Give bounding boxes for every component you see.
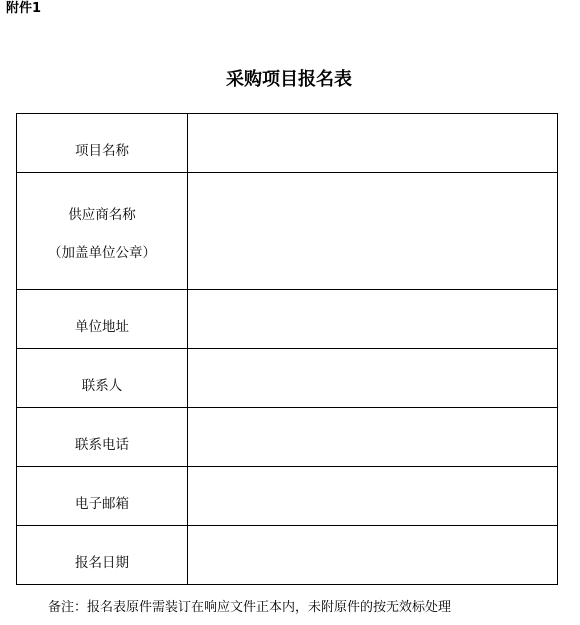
email-label: 电子邮箱 (75, 496, 129, 512)
form-row-contact-person (17, 349, 558, 408)
row-label-cell (17, 173, 188, 290)
row-label-cell (17, 349, 188, 408)
address-label: 单位地址 (75, 319, 129, 335)
address-field[interactable] (188, 290, 558, 349)
footnote: 备注：报名表原件需装订在响应文件正本内，未附原件的按无效标处理 (48, 600, 452, 615)
date-field[interactable] (188, 526, 558, 585)
contact-person-label: 联系人 (81, 378, 123, 394)
supplier-name-label: 供应商名称 (68, 207, 136, 223)
form-row-phone (17, 408, 558, 467)
row-label-cell (17, 290, 188, 349)
attachment-label: 附件1 (6, 1, 42, 16)
form-row-supplier-name (17, 173, 558, 290)
form-title: 采购项目报名表 (226, 69, 352, 90)
phone-label: 联系电话 (75, 437, 129, 453)
form-row-date (17, 526, 558, 585)
project-name-field[interactable] (188, 114, 558, 173)
row-label-cell (17, 467, 188, 526)
form-row-project-name (17, 114, 558, 173)
row-label-cell (17, 114, 188, 173)
form-row-address (17, 290, 558, 349)
contact-person-field[interactable] (188, 349, 558, 408)
project-name-label: 项目名称 (75, 143, 129, 159)
row-label-cell (17, 408, 188, 467)
registration-form-table (16, 113, 558, 585)
date-label: 报名日期 (75, 555, 129, 571)
form-row-email (17, 467, 558, 526)
supplier-name-sublabel: （加盖单位公章） (48, 245, 156, 261)
phone-field[interactable] (188, 408, 558, 467)
email-field[interactable] (188, 467, 558, 526)
supplier-name-field[interactable] (188, 173, 558, 290)
row-label-cell (17, 526, 188, 585)
